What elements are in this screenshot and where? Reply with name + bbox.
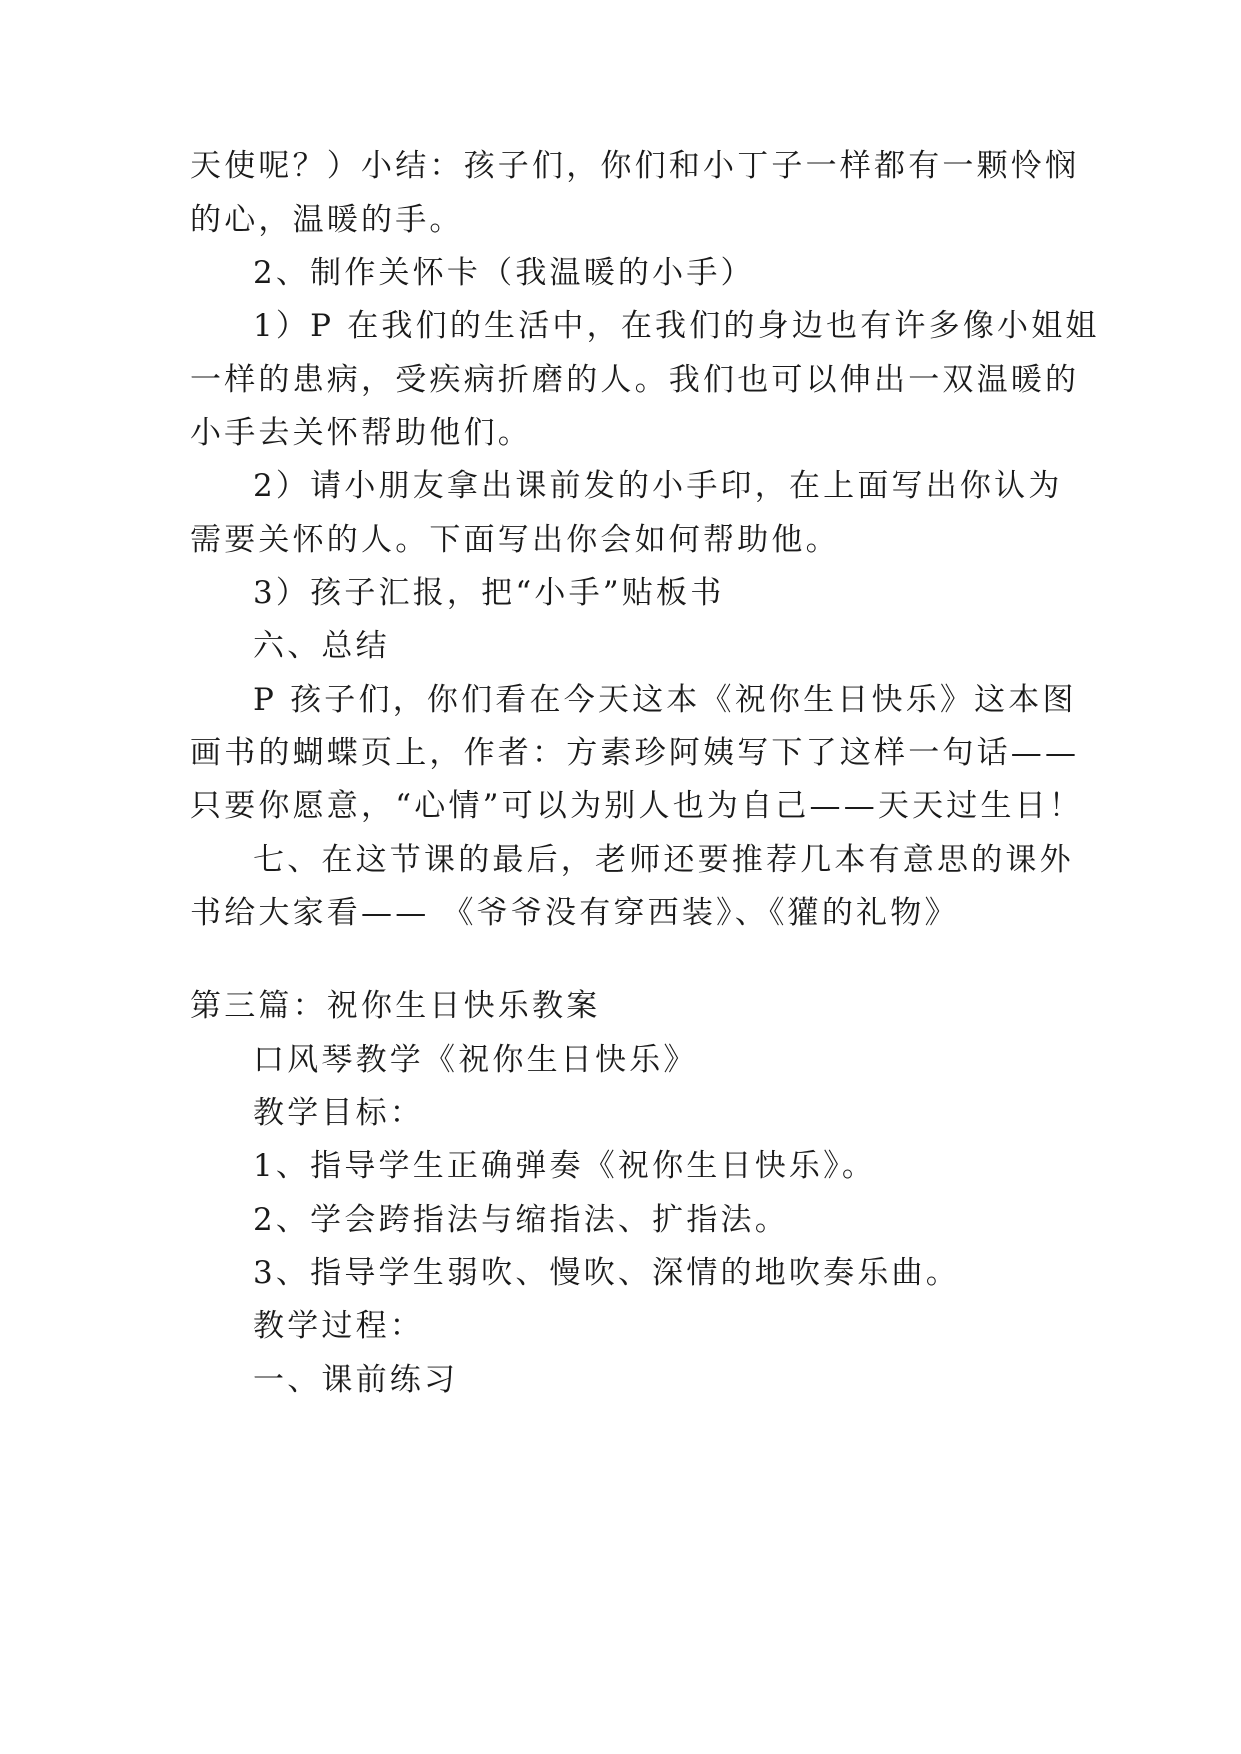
text-line: P 孩子们，你们看在今天这本《祝你生日快乐》这本图 [253,682,1077,718]
text-line: 的心，温暖的手。 [190,202,464,238]
text-line: 天使呢？）小结：孩子们，你们和小丁子一样都有一颗怜悯 [190,148,1080,184]
text-line: 需要关怀的人。下面写出你会如何帮助他。 [190,522,840,558]
section-heading: 教学目标： [253,1095,424,1131]
text-line: 小手去关怀帮助他们。 [190,415,532,451]
text-line: 七、在这节课的最后，老师还要推荐几本有意思的课外 [253,842,1074,878]
list-item: 1、指导学生正确弹奏《祝你生日快乐》。 [253,1148,877,1184]
section-heading: 六、总结 [253,628,390,664]
text-line: 一样的患病，受疾病折磨的人。我们也可以伸出一双温暖的 [190,362,1080,398]
text-line: 画书的蝴蝶页上，作者：方素珍阿姨写下了这样一句话—— [190,735,1080,771]
text-line: 3）孩子汇报，把“小手”贴板书 [253,575,725,611]
text-line: 书给大家看—— 《爷爷没有穿西装》、《獾的礼物》 [190,895,959,931]
section-heading: 一、课前练习 [253,1362,459,1398]
section-heading: 2、制作关怀卡（我温暖的小手） [253,255,755,291]
text-line: 1）P 在我们的生活中，在我们的身边也有许多像小姐姐 [253,308,1100,344]
section-heading: 教学过程： [253,1308,424,1344]
text-line: 只要你愿意，“心情”可以为别人也为自己——天天过生日！ [190,788,1084,824]
list-item: 3、指导学生弱吹、慢吹、深情的地吹奏乐曲。 [253,1255,960,1291]
text-line: 2）请小朋友拿出课前发的小手印，在上面写出你认为 [253,468,1063,504]
list-item: 2、学会跨指法与缩指法、扩指法。 [253,1202,789,1238]
chapter-title: 第三篇：祝你生日快乐教案 [190,988,601,1024]
subtitle: 口风琴教学《祝你生日快乐》 [253,1042,698,1078]
